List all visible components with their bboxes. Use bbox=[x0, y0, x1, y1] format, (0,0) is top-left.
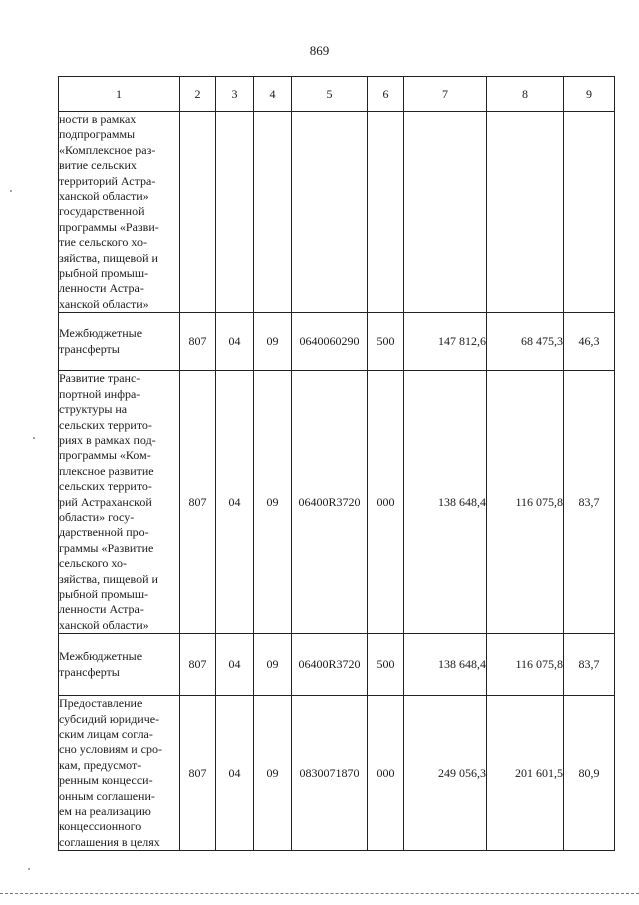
cell-percent: 83,7 bbox=[564, 371, 615, 634]
cell-plan: 249 056,3 bbox=[404, 696, 487, 851]
cell-percent: 83,7 bbox=[564, 634, 615, 696]
cell-section: 04 bbox=[216, 696, 254, 851]
cell-expense-type: 500 bbox=[368, 634, 404, 696]
cell-actual: 68 475,3 bbox=[487, 313, 564, 371]
column-header: 2 bbox=[180, 77, 216, 112]
row-description: Развитие транс- портной инфра- структуры на сельских террито- риях в рамках под- программы «Ком- плексное развитие сельских террито- рий Астраханской области» госу- дарственной про- граммы «Развитие сельского хо- зяйства, пищевой и рыбной промыш- ленности Астра- ханской области» bbox=[59, 371, 180, 634]
cell-section: 04 bbox=[216, 313, 254, 371]
budget-table bbox=[58, 76, 615, 851]
row-description: Межбюджетные трансферты bbox=[59, 313, 180, 371]
scan-speck bbox=[28, 868, 30, 870]
cell-expense-type bbox=[368, 112, 404, 313]
column-header: 1 bbox=[59, 77, 180, 112]
cell-target-code bbox=[292, 112, 368, 313]
cell-expense-type: 500 bbox=[368, 313, 404, 371]
page-edge-line bbox=[0, 893, 639, 894]
row-description: ности в рамках подпрограммы «Комплексное раз- витие сельских территорий Астра- ханской области» государственной программы «Разви- тие сельского хо- зяйства, пищевой и рыбной промыш- ленности Астра- ханской области» bbox=[59, 112, 180, 313]
cell-target-code: 06400R3720 bbox=[292, 371, 368, 634]
cell-admin-code: 807 bbox=[180, 634, 216, 696]
cell-plan: 138 648,4 bbox=[404, 634, 487, 696]
table-row bbox=[59, 634, 615, 696]
cell-expense-type: 000 bbox=[368, 696, 404, 851]
row-description: Межбюджетные трансферты bbox=[59, 634, 180, 696]
column-header: 6 bbox=[368, 77, 404, 112]
cell-subsection: 09 bbox=[254, 371, 292, 634]
cell-plan bbox=[404, 112, 487, 313]
cell-plan: 138 648,4 bbox=[404, 371, 487, 634]
cell-target-code: 0830071870 bbox=[292, 696, 368, 851]
cell-percent: 46,3 bbox=[564, 313, 615, 371]
column-header: 7 bbox=[404, 77, 487, 112]
table-row bbox=[59, 313, 615, 371]
column-header: 9 bbox=[564, 77, 615, 112]
scan-speck bbox=[10, 190, 12, 192]
page-number: 869 bbox=[309, 43, 330, 58]
cell-actual: 116 075,8 bbox=[487, 371, 564, 634]
scan-speck bbox=[33, 437, 35, 439]
table-row bbox=[59, 371, 615, 634]
column-header: 5 bbox=[292, 77, 368, 112]
table-row bbox=[59, 696, 615, 851]
cell-target-code: 06400R3720 bbox=[292, 634, 368, 696]
cell-section: 04 bbox=[216, 634, 254, 696]
cell-actual bbox=[487, 112, 564, 313]
column-header: 8 bbox=[487, 77, 564, 112]
cell-admin-code: 807 bbox=[180, 313, 216, 371]
cell-actual: 116 075,8 bbox=[487, 634, 564, 696]
cell-admin-code: 807 bbox=[180, 696, 216, 851]
header-row bbox=[59, 77, 615, 112]
cell-percent bbox=[564, 112, 615, 313]
column-header: 4 bbox=[254, 77, 292, 112]
cell-plan: 147 812,6 bbox=[404, 313, 487, 371]
cell-section: 04 bbox=[216, 371, 254, 634]
column-header: 3 bbox=[216, 77, 254, 112]
table-row bbox=[59, 112, 615, 313]
cell-subsection: 09 bbox=[254, 696, 292, 851]
cell-admin-code bbox=[180, 112, 216, 313]
row-description: Предоставление субсидий юридиче- ским лицам согла- сно условиям и сро- кам, предусмот- ренным концесси- онным соглашени- ем на реализацию концессионного соглашения в целях bbox=[59, 696, 180, 851]
cell-subsection: 09 bbox=[254, 634, 292, 696]
cell-target-code: 0640060290 bbox=[292, 313, 368, 371]
cell-admin-code: 807 bbox=[180, 371, 216, 634]
cell-percent: 80,9 bbox=[564, 696, 615, 851]
cell-subsection: 09 bbox=[254, 313, 292, 371]
cell-section bbox=[216, 112, 254, 313]
cell-subsection bbox=[254, 112, 292, 313]
cell-actual: 201 601,5 bbox=[487, 696, 564, 851]
cell-expense-type: 000 bbox=[368, 371, 404, 634]
